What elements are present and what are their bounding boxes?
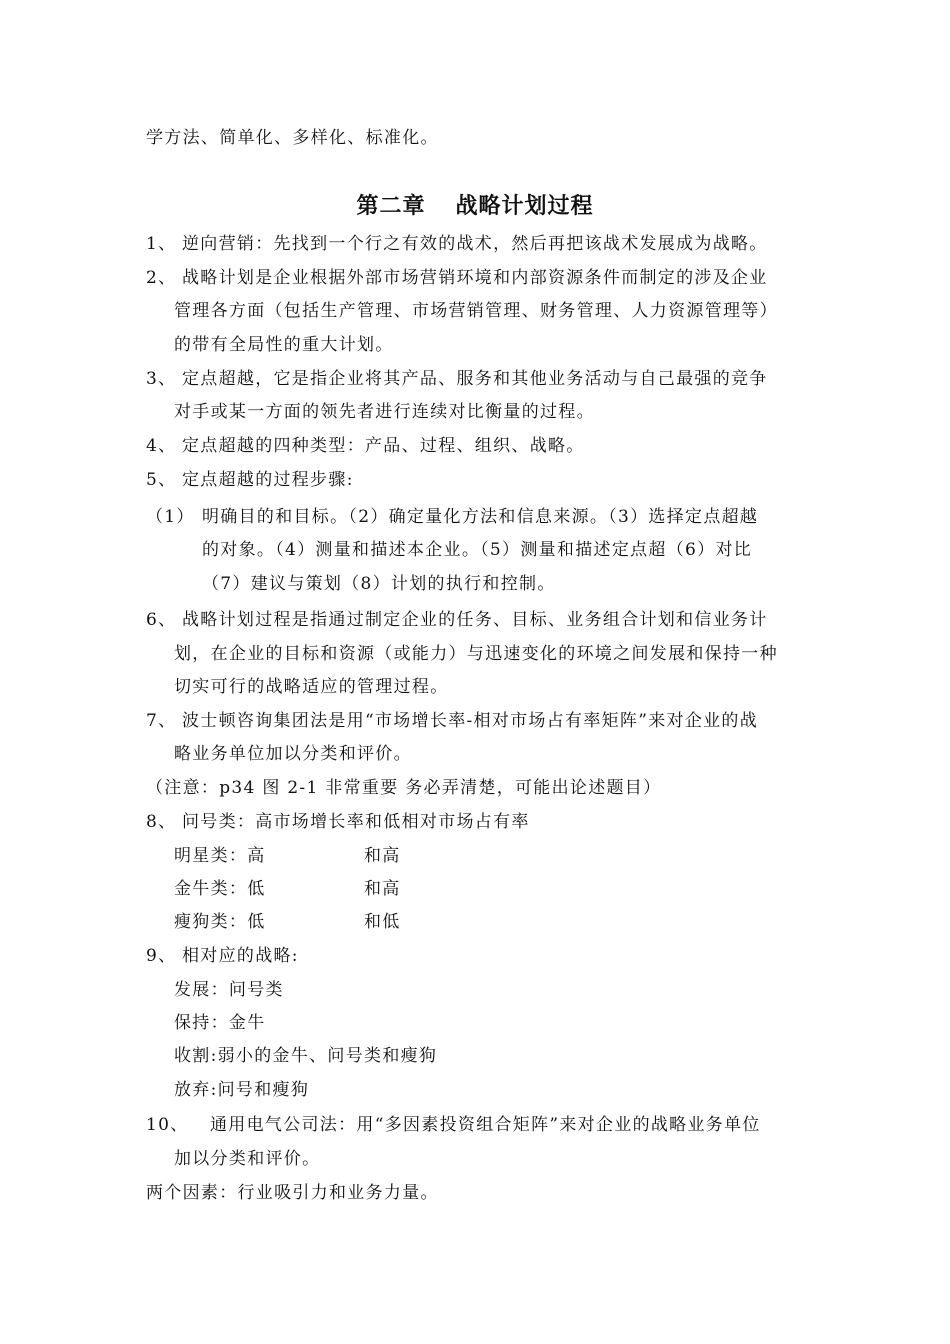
item-number: 10、 <box>146 1115 189 1135</box>
item-number: 3、 <box>146 369 177 389</box>
steps-text: 明确目的和目标。（2）确定量化方法和信息来源。（3）选择定点超越 <box>202 507 759 527</box>
item-text: 战略计划过程是指通过制定企业的任务、目标、业务组合计划和信业务计 <box>182 610 768 630</box>
final-line: 两个因素：行业吸引力和业务力量。 <box>146 1183 439 1203</box>
list-item-4 <box>146 435 585 457</box>
item-text: 战略计划是企业根据外部市场营销环境和内部资源条件而制定的涉及企业 <box>182 268 768 288</box>
category-name: 瘦狗类：低 <box>174 912 266 932</box>
item-text: 逆向营销：先找到一个行之有效的战术，然后再把该战术发展成为战略。 <box>182 234 768 254</box>
item-number: 1、 <box>146 234 177 254</box>
category-second: 和低 <box>364 912 401 932</box>
strategy-line: 收割:弱小的金牛、问号类和瘦狗 <box>174 1046 438 1066</box>
category-name: 明星类：高 <box>174 846 266 866</box>
item-2-line-2: 管理各方面（包括生产管理、市场营销管理、财务管理、人力资源管理等） <box>174 301 778 321</box>
category-name: 金牛类：低 <box>174 879 266 899</box>
item-number: 2、 <box>146 268 177 288</box>
item-text: 定点超越的过程步骤: <box>182 470 354 490</box>
steps-line-3: （7）建议与策划（8）计划的执行和控制。 <box>202 574 556 594</box>
strategy-line: 放弃:问号和瘦狗 <box>174 1080 310 1100</box>
category-row <box>174 878 266 900</box>
list-item-5 <box>146 469 354 491</box>
strategy-line: 发展：问号类 <box>174 980 284 1000</box>
item-number: 6、 <box>146 610 177 630</box>
steps-line-2: 的对象。（4）测量和描述本企业。（5）测量和描述定点超（6）对比 <box>202 540 753 560</box>
category-second: 和高 <box>364 879 401 899</box>
list-item-7 <box>146 710 758 732</box>
item-number: 8、 <box>146 812 177 832</box>
item-7-line-2: 略业务单位加以分类和评价。 <box>174 744 412 764</box>
intro-line: 学方法、简单化、多样化、标准化。 <box>146 128 439 148</box>
steps-number: （1） <box>146 507 195 527</box>
strategy-line: 保持：金牛 <box>174 1013 266 1033</box>
steps-line-1 <box>146 506 758 528</box>
item-text: 通用电气公司法：用“多因素投资组合矩阵”来对企业的战略业务单位 <box>210 1115 761 1135</box>
item-text: 定点超越的四种类型：产品、过程、组织、战略。 <box>182 436 585 456</box>
item-6-line-2: 划，在企业的目标和资源（或能力）与迅速变化的环境之间发展和保持一种 <box>174 644 778 664</box>
category-row <box>174 845 266 867</box>
chapter-label: 第二章 <box>356 193 426 219</box>
item-text: 问号类：高市场增长率和低相对市场占有率 <box>182 812 530 832</box>
item-6-line-3: 切实可行的战略适应的管理过程。 <box>174 677 449 697</box>
item-number: 4、 <box>146 436 177 456</box>
item-number: 9、 <box>146 946 177 966</box>
item-number: 7、 <box>146 711 177 731</box>
item-text: 相对应的战略: <box>182 946 299 966</box>
list-item-10 <box>146 1114 761 1136</box>
list-item-6 <box>146 609 768 631</box>
list-item-3 <box>146 368 768 390</box>
list-item-1 <box>146 233 768 255</box>
item-number: 5、 <box>146 470 177 490</box>
item-10-line-2: 加以分类和评价。 <box>174 1149 321 1169</box>
list-item-8 <box>146 811 530 833</box>
item-2-line-3: 的带有全局性的重大计划。 <box>174 335 394 355</box>
list-item-9 <box>146 945 299 967</box>
category-row <box>174 911 266 933</box>
item-3-line-2: 对手或某一方面的领先者进行连续对比衡量的过程。 <box>174 402 595 422</box>
chapter-title <box>0 192 950 220</box>
chapter-name: 战略计划过程 <box>455 193 594 219</box>
item-text: 波士顿咨询集团法是用“市场增长率-相对市场占有率矩阵”来对企业的战 <box>182 711 759 731</box>
item-text: 定点超越，它是指企业将其产品、服务和其他业务活动与自己最强的竞争 <box>182 369 768 389</box>
list-item-2 <box>146 267 768 289</box>
note-line: （注意：p34 图 2-1 非常重要 务必弄清楚，可能出论述题目） <box>146 778 662 798</box>
category-second: 和高 <box>364 846 401 866</box>
